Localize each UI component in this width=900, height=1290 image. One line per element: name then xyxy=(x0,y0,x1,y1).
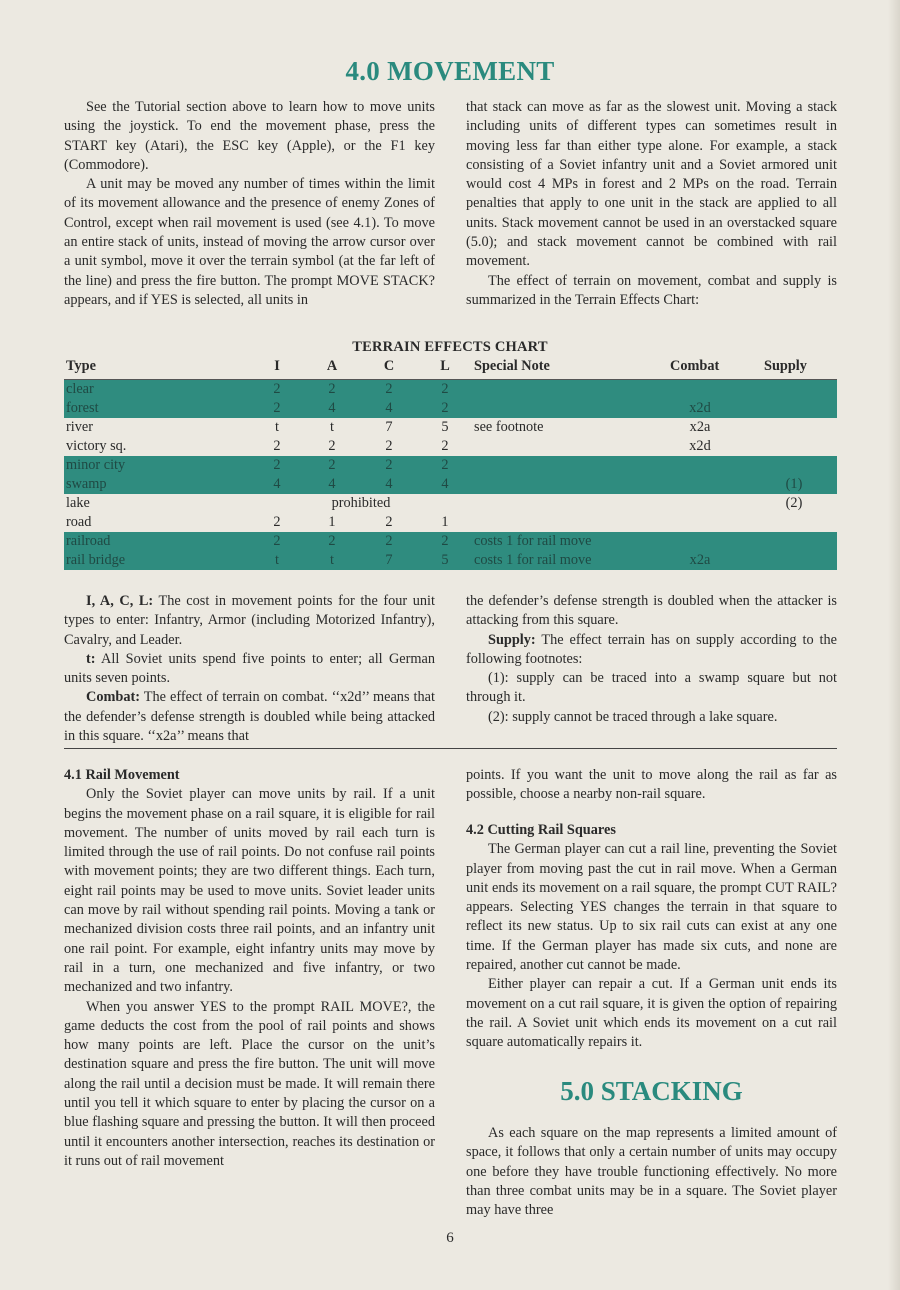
table-row xyxy=(64,494,837,513)
cell-i: t xyxy=(275,419,279,435)
intro-left-column xyxy=(64,98,435,310)
cell-l: 2 xyxy=(441,438,449,454)
cell-a: 2 xyxy=(328,438,336,454)
cell-l: 2 xyxy=(441,381,449,397)
intro-paragraph: The effect of terrain on movement, combat and supply is summarized in the Terrain Effects Chart: xyxy=(466,272,837,308)
cell-type: river xyxy=(66,419,93,435)
cell-type: minor city xyxy=(66,457,126,473)
cell-a: 2 xyxy=(328,533,336,549)
cell-c: 2 xyxy=(385,457,393,473)
stacking-paragraph: As each square on the map represents a limited amount of space, it follows that only a certain number of units may occupy one before they have trouble functioning effectively. No more than three combat units may be in a square. The Soviet player may have three xyxy=(466,1125,837,1219)
table-row xyxy=(64,475,837,494)
header-armor: A xyxy=(326,358,338,374)
header-cavalry: C xyxy=(383,358,395,374)
rail-paragraph: When you answer YES to the prompt RAIL MOVE?, the game deducts the cost from the pool of rail points and shows how many points are left. Place the cursor on the unit’s destination square and press the fire button. The unit will move along the rail until a decision must be made. It will remain there until you tell it which square to enter by placing the cursor on a blue flashing square and pressing the button. It will then proceed until it encounters another intersection, reaches its destination or it runs out of rail movement xyxy=(64,998,435,1169)
legend-text: The effect of terrain on combat. ‘‘x2d’’ means that the defender’s defense strength is doubled while being attacked in this square. ‘‘x2a’’ means that xyxy=(64,689,435,745)
cell-i: t xyxy=(275,552,279,568)
cell-l: 2 xyxy=(441,400,449,416)
table-body xyxy=(64,380,837,570)
cell-type: road xyxy=(66,514,92,530)
section-title-stacking: 5.0 STACKING xyxy=(560,1076,743,1106)
cell-c: 2 xyxy=(385,381,393,397)
header-infantry: I xyxy=(274,358,280,374)
cell-type: rail bridge xyxy=(66,552,126,568)
cutting-rail-heading: 4.2 Cutting Rail Squares xyxy=(466,822,616,838)
cell-c: 2 xyxy=(385,533,393,549)
legend-item xyxy=(64,688,435,746)
terrain-effects-table xyxy=(64,357,837,570)
intro-right-column xyxy=(466,98,837,310)
table-row xyxy=(64,551,837,570)
cell-i: 2 xyxy=(273,400,281,416)
cell-type: swamp xyxy=(66,476,107,492)
rail-paragraph: points. If you want the unit to move along the rail as far as possible, choose a nearby non-rail square. xyxy=(466,767,837,803)
cell-c: 4 xyxy=(385,400,393,416)
terrain-chart-title: TERRAIN EFFECTS CHART xyxy=(352,339,548,355)
table-row xyxy=(64,380,837,399)
legend-item xyxy=(64,650,435,689)
cell-l: 2 xyxy=(441,533,449,549)
cell-span: prohibited xyxy=(331,495,391,511)
cell-note: see footnote xyxy=(474,419,544,435)
cell-type: clear xyxy=(66,381,94,397)
cell-note: costs 1 for rail move xyxy=(474,552,592,568)
legend-item xyxy=(64,592,435,650)
cell-supply: (1) xyxy=(785,476,803,492)
page-number: 6 xyxy=(446,1230,454,1246)
cell-a: 2 xyxy=(328,457,336,473)
cell-a: 1 xyxy=(328,514,336,530)
rail-paragraph: Only the Soviet player can move units by rail. If a unit begins the movement phase on a rail square, it is eligible for rail movement. The number of units moved by rail each turn is limited through the use of rail points. Do not confuse rail points with movement points; they are two different things. Each turn, eight rail points may be used to move units. Soviet leader units can move by rail without spending rail points. Moving a tank or mechanized division costs three rail points, and an infantry unit one rail point. For example, eight infantry units may move by rail in a turn, one mechanized and five infantry, or two mechanized and two infantry. xyxy=(64,786,435,996)
footnote-2: (2): supply cannot be traced through a lake square. xyxy=(488,708,778,725)
table-row xyxy=(64,532,837,551)
cell-l: 5 xyxy=(441,552,449,568)
legend-term: t: xyxy=(86,650,96,667)
cell-i: 4 xyxy=(273,476,281,492)
rail-continuation xyxy=(466,766,837,805)
cell-type: lake xyxy=(66,495,90,511)
legend-left-column xyxy=(64,592,435,746)
stacking-section xyxy=(466,1124,837,1220)
cutting-paragraph: The German player can cut a rail line, preventing the Soviet player from moving past the cut in rail move. When a German unit ends its movement on a rail square, the prompt CUT RAIL? appears. Selecting YES changes the terrain in that square to reflect its new status. Up to six rail cuts can exist at any one time. If the German player has made six cuts, and none are repaired, another cut cannot be made. xyxy=(466,841,837,974)
cell-c: 7 xyxy=(385,419,393,435)
cell-a: 2 xyxy=(328,381,336,397)
cell-a: t xyxy=(330,552,334,568)
legend-term: Combat: xyxy=(86,689,141,706)
header-combat: Combat xyxy=(670,358,720,374)
table-row xyxy=(64,399,837,418)
table-header-row xyxy=(64,357,837,380)
cell-i: 2 xyxy=(273,381,281,397)
header-type: Type xyxy=(66,358,96,374)
cell-type: forest xyxy=(66,400,99,416)
header-leader: L xyxy=(440,358,450,374)
cell-supply: (2) xyxy=(785,495,803,511)
legend-term: I, A, C, L: xyxy=(86,593,154,609)
cell-a: 4 xyxy=(328,400,336,416)
cell-a: t xyxy=(330,419,334,435)
cell-combat: x2a xyxy=(689,552,711,568)
cutting-paragraph: Either player can repair a cut. If a German unit ends its movement on a cut rail square, it is given the option of repairing the rail. A Soviet unit which ends its movement on a cut rail square automatically repairs it. xyxy=(466,976,837,1051)
cell-note: costs 1 for rail move xyxy=(474,533,592,549)
cell-l: 2 xyxy=(441,457,449,473)
cell-c: 2 xyxy=(385,438,393,454)
cell-c: 2 xyxy=(385,514,393,530)
cell-i: 2 xyxy=(273,514,281,530)
header-supply: Supply xyxy=(764,358,807,374)
section-title-movement: 4.0 MOVEMENT xyxy=(345,56,555,86)
intro-paragraph: A unit may be moved any number of times within the limit of its movement allowance and the presence of enemy Zones of Control, except when rail movement is used (see 4.1). To move an entire stack of units, instead of moving the arrow cursor over a unit symbol, move it over the terrain symbol (at the far left of the line) and press the fire button. The prompt MOVE STACK? appears, and if YES is selected, all units in xyxy=(64,176,435,308)
intro-paragraph: that stack can move as far as the slowest unit. Moving a stack including units of different types can sometimes result in moving less far than either type alone. For example, a stack consisting of a Soviet infantry unit and a Soviet armored unit would cost 4 MPs in forest and 2 MPs on the road. Terrain penalties that apply to one unit in the stack are applied to all units. Stack movement cannot be used in an overstacked square (5.0); and stack movement cannot be combined with rail movement. xyxy=(466,99,837,270)
legend-continuation: the defender’s defense strength is doubled when the attacker is attacking from this square. xyxy=(466,593,837,629)
legend-text: The effect terrain has on supply according to the following footnotes: xyxy=(466,631,837,667)
legend-right-column xyxy=(466,592,837,727)
cell-i: 2 xyxy=(273,438,281,454)
intro-paragraph: See the Tutorial section above to learn how to move units using the joystick. To end the movement phase, press the START key (Atari), the ESC key (Apple), or the F1 key (Commodore). xyxy=(64,99,435,173)
section-divider xyxy=(64,748,837,749)
cell-i: 2 xyxy=(273,533,281,549)
cell-i: 2 xyxy=(273,457,281,473)
cell-combat: x2d xyxy=(689,400,711,416)
footnote-1: (1): supply can be traced into a swamp square but not through it. xyxy=(466,670,837,706)
cell-combat: x2d xyxy=(689,438,711,454)
rail-movement-heading: 4.1 Rail Movement xyxy=(64,767,180,783)
cell-type: railroad xyxy=(66,533,111,549)
cell-l: 1 xyxy=(441,514,449,530)
cell-combat: x2a xyxy=(689,419,711,435)
cutting-rail-section xyxy=(466,821,837,1053)
legend-item xyxy=(466,631,837,670)
cell-l: 5 xyxy=(441,419,449,435)
legend-text: All Soviet units spend five points to enter; all German units seven points. xyxy=(64,650,435,687)
cell-c: 7 xyxy=(385,552,393,568)
cell-type: victory sq. xyxy=(66,438,127,454)
cell-a: 4 xyxy=(328,476,336,492)
legend-term: Supply: xyxy=(488,631,536,648)
table-row xyxy=(64,456,837,475)
cell-c: 4 xyxy=(385,476,393,492)
legend-text: The cost in movement points for the four unit types to enter: Infantry, Armor (including Motorized Infantry), Cavalry, and Leader. xyxy=(64,593,435,648)
rail-movement-section xyxy=(64,766,435,1171)
table-row xyxy=(64,437,837,456)
header-special-note: Special Note xyxy=(474,358,550,374)
table-row xyxy=(64,418,837,437)
page-edge xyxy=(888,0,900,1290)
cell-l: 4 xyxy=(441,476,449,492)
table-row xyxy=(64,513,837,532)
